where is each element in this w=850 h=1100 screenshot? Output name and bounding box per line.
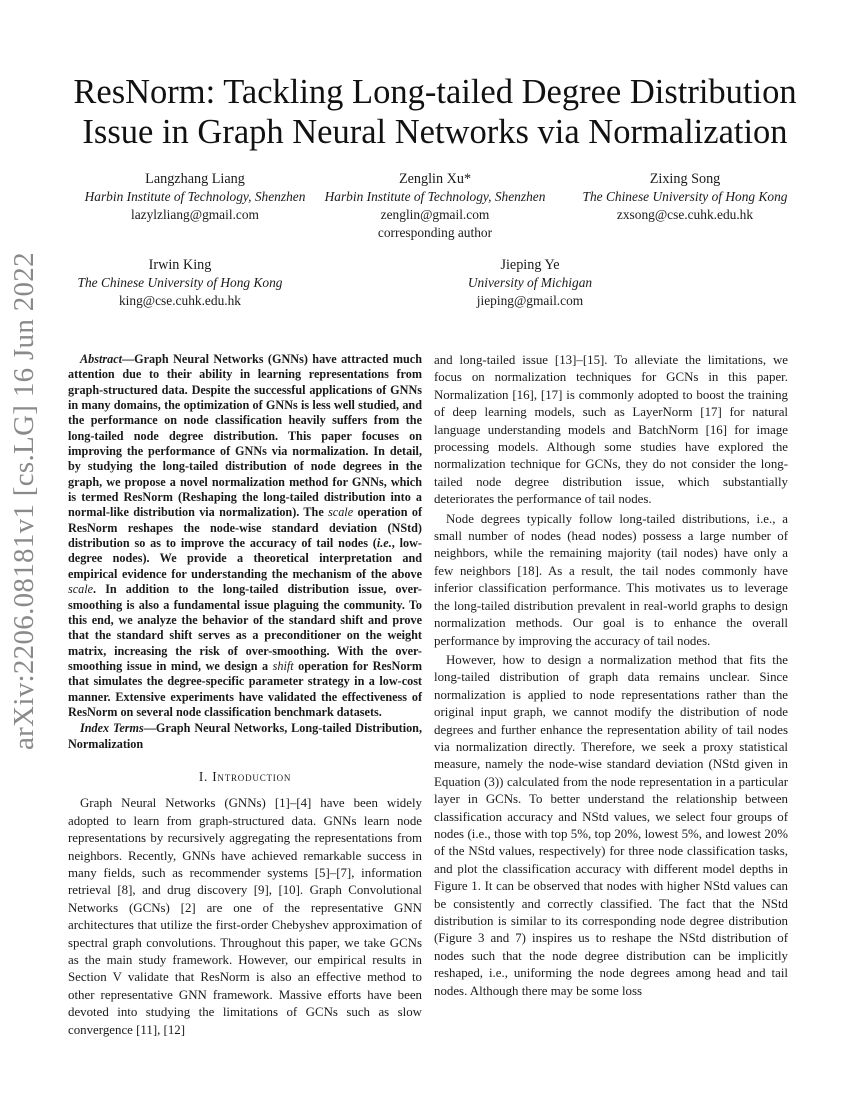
index-terms: Index Terms—Graph Neural Networks, Long-tailed Distribution, Normalization [68, 721, 422, 751]
author-email: lazylzliang@gmail.com [131, 207, 259, 222]
author-affiliation: The Chinese University of Hong Kong [77, 275, 283, 290]
author-name: Zenglin Xu* [398, 171, 472, 187]
author-affiliation: Harbin Institute of Technology, Shenzhen [84, 189, 306, 204]
author-block [300, 170, 570, 242]
author-block [400, 256, 660, 310]
math-scale: scale [328, 505, 354, 520]
author-name: Jieping Ye [500, 257, 560, 273]
math-scale: scale [68, 582, 94, 597]
author-affiliation: Harbin Institute of Technology, Shenzhen [324, 189, 546, 204]
abstract: Abstract—Graph Neural Networks (GNNs) have attracted much attention due to their ability in learning representations from graph-structured data. Despite the successful applications of GNNs in many domains, the optimization of GNNs is less well studied, and the performance on node classification heavily suffers from the long-tailed node degree distribution. This paper focuses on improving the performance of GNNs via normalization. In detail, by studying the long-tailed distribution of node degrees in the graph, we propose a novel normalization method for GNNs, which is termed ResNorm (Reshaping the long-tailed distribution into a normal-like distribution via normalization). The scale operation of ResNorm reshapes the node-wise standard deviation (NStd) distribution so as to improve the accuracy of tail nodes (i.e., low-degree nodes). We provide a theoretical interpretation and empirical evidence for understanding the mechanism of the above scale. In addition to the long-tailed distribution issue, over-smoothing is also a fundamental issue plaguing the community. To this end, we analyze the behavior of the standard shift and prove that the standard shift serves as a preconditioner on the weight matrix, increasing the risk of over-smoothing. With the over-smoothing issue in mind, we design a shift operation for ResNorm that simulates the degree-specific parameter strategy in a low-cost manner. Extensive experiments have validated the effectiveness of ResNorm on several node classification benchmark datasets. [68, 352, 423, 719]
author-name: Irwin King [148, 257, 212, 273]
author-block [50, 256, 310, 310]
math-shift: shift [272, 658, 294, 673]
body-paragraph: However, how to design a normalization method that fits the long-tailed distribution of graph data remains unclear. Since normalization is applied to node representations rather than the original input graph, we cannot modify the distribution of node degrees and further enhance the representation ability of tail nodes via normalization directly. Therefore, we seek a proxy statistical measure, namely the node-wise standard deviation (NStd given in Equation (3)) calculated from the node representation in a particular layer in GCNs. To better understand the relationship between classification accuracy and NStd values, we select four groups of nodes (i.e., those with top 5%, top 20%, lowest 5%, and lowest 20% of the NStd values, respectively) for three node classification tasks, and plot the classification accuracy with different model depths in Figure 1. It can be observed that nodes with higher NStd values can be consistently and correctly classified. The fact that the NStd distribution is similar to its corresponding node degree distribution (Figure 3 and 7) inspires us to reshape the NStd distribution of nodes such that the node degree distribution can be implicitly reshaped, i.e., uniforming the node degrees among head and tail nodes. Although there may be some loss [434, 652, 788, 998]
author-note: corresponding author [377, 225, 493, 240]
index-terms-label: Index Terms [80, 721, 144, 736]
author-block [550, 170, 820, 224]
paper-title [40, 72, 830, 152]
abstract-label: Abstract [80, 352, 122, 366]
body-paragraph: and long-tailed issue [13]–[15]. To alleviate the limitations, we focus on normalization techniques for GCNs in this paper. Normalization [16], [17] is commonly adopted to boost the training of deep learning models, such as LayerNorm [17] for natural language understanding models and BatchNorm [16] for image processing models. Although some studies have explored the normalization technique for GCNs, they do not consider the long-tailed node degree distribution issue, which substantially deteriorates the performance of tail nodes. [434, 353, 788, 507]
author-email: zxsong@cse.cuhk.edu.hk [616, 207, 754, 222]
left-column [68, 352, 422, 1039]
title-line-1: ResNorm: Tackling Long-tailed Degree Distribution [73, 73, 797, 111]
author-name: Langzhang Liang [145, 171, 245, 187]
author-email: jieping@gmail.com [476, 293, 584, 308]
author-email: zenglin@gmail.com [380, 207, 490, 222]
title-line-2: Issue in Graph Neural Networks via Normalization [82, 113, 788, 151]
author-affiliation: The Chinese University of Hong Kong [582, 189, 788, 204]
arxiv-stamp: arXiv:2206.08181v1 [cs.LG] 16 Jun 2022 [8, 252, 40, 750]
body-paragraph: Node degrees typically follow long-tailed distributions, i.e., a small number of nodes (head nodes) possess a large number of neighbors, while the remaining majority (tail nodes) have only a few neighbors [18]. As a result, the tail nodes commonly have inferior classification performance. This motivates us to leverage the long-tailed distribution prevalent in real-world graphs to design normalization methods. Our goal is to enhance the overall performance by improving the accuracy of tail nodes. [434, 511, 788, 648]
author-block [60, 170, 330, 224]
author-email: king@cse.cuhk.edu.hk [118, 293, 242, 308]
section-heading: I. Introduction [198, 768, 292, 784]
author-affiliation: University of Michigan [467, 275, 593, 290]
body-paragraph: Graph Neural Networks (GNNs) [1]–[4] have been widely adopted to learn from graph-structured data. GNNs learn node representations by recursively aggregating the representations from neighbors. Recently, GNNs have achieved remarkable success in many fields, such as recommender systems [5]–[7], information retrieval [8], and drug discovery [9], [10]. Graph Convolutional Networks (GCNs) [2] are one of the representative GNN architectures that utilize the first-order Chebyshev approximation of spectral graph convolutions. Throughout this paper, we take GCNs as the main study framework. However, our empirical results in Section V validate that ResNorm is also an effective method to other representative GNN framework. Massive efforts have been devoted into studying the limitations of GCNs such as slow convergence [11], [12] [68, 796, 422, 1037]
author-name: Zixing Song [649, 171, 721, 187]
right-column [434, 352, 788, 1000]
